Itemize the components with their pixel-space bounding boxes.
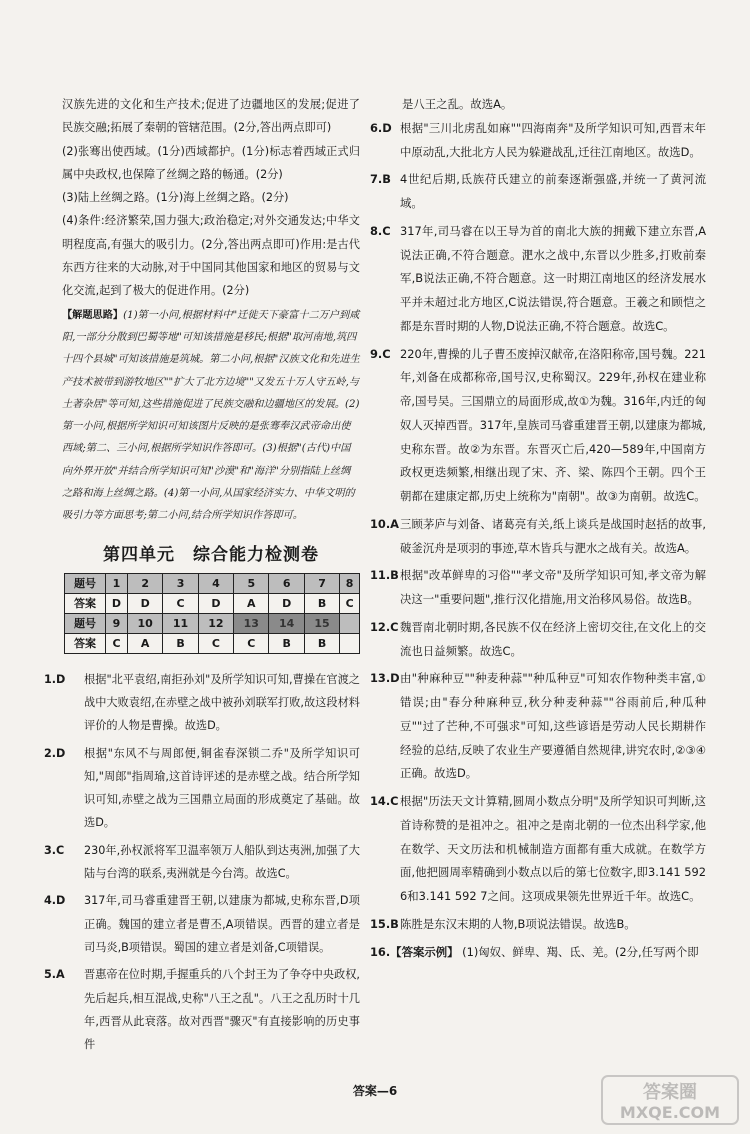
watermark-line1: 答案圈: [643, 1082, 697, 1103]
question-explanation: 由"种麻种豆""种麦种蒜""种瓜种豆"可知农作物种类丰富,①错误;由"春分种麻种豆,秋分种麦种蒜""谷雨前后,种瓜种豆""过了芒种,不可强求"可知,这些谚语是劳动人民长期耕作经验的总结,反映了农业生产要遵循自然规律,讲究农时,②③④正确。故选D。: [400, 671, 706, 781]
table-cell: 12: [198, 613, 233, 633]
question-answer-8: [370, 220, 706, 339]
question-explanation: 220年,曹操的儿子曹丕废掉汉献帝,在洛阳称帝,国号魏。221年,刘备在成都称帝,国号汉,史称蜀汉。229年,孙权在建业称帝,国号吴。三国鼎立的局面形成,故①为魏。316年,内迁的匈奴人灭掉西晋。317年,皇族司马睿重建晋王朝,以建康为都城,史称东晋。故②为东晋。东晋灭亡后,420—589年,中国南方政权更迭频繁,相继出现了宋、齐、梁、陈四个王朝。四个王朝都在建康定都,历史上统称为"南朝"。故③为南朝。故选C。: [400, 346, 706, 503]
question-answer-6: [370, 117, 706, 165]
table-cell: 7: [304, 573, 339, 593]
question-number: 9.C: [370, 346, 391, 361]
question-number: 6.D: [370, 120, 392, 135]
question-answer-16: [370, 941, 706, 965]
answer-table: [64, 573, 360, 654]
analysis-text: (1)第一小问,根据材料中"迁徙天下豪富十二万户到咸阳,一部分分散到巴蜀等地"可知该措施是移民;根据"取河南地,筑四十四个县城"可知该措施是筑城。第二小问,根据"汉族文化和先进生产技术被带到游牧地区""扩大了北方边境""又发五十万人守五岭,与土著杂居"等可知,这些措施促进了民族交融和边疆地区的发展。(2)第一小问,根据所学知识可知该图片反映的是张骞奉汉武帝命出使西域;第二、三小问,根据所学知识作答即可。(3)根据"(古代)中国向外界开放"并结合所学知识可知"沙漠"和"海洋"分别指陆上丝绸之路和海上丝绸之路。(4)第一小问,从国家经济实力、中华文明的吸引力等方面思考;第二小问,结合所学知识作答即可。: [62, 309, 360, 522]
question-explanation: 317年,司马睿重建晋王朝,以建康为都城,史称东晋,D项正确。魏国的建立者是曹丕,A项错误。西晋的建立者是司马炎,B项错误。蜀国的建立者是刘备,C项错误。: [84, 894, 360, 954]
answer-example-text: (1)匈奴、鲜卑、羯、氐、羌。(2分,任写两个即: [462, 944, 699, 959]
question-explanation: 根据"北平袁绍,南拒孙刘"及所学知识可知,曹操在官渡之战中大败袁绍,在赤壁之战中被孙刘联军打败,故这段材料评价的人物是曹操。故选D。: [84, 672, 360, 733]
question-answer-9: [370, 343, 706, 509]
table-cell: B: [304, 593, 339, 613]
answer-continuation-3: (3)陆上丝绸之路。(1分)海上丝绸之路。(2分): [62, 191, 289, 205]
left-column: [44, 93, 360, 1060]
table-row: [65, 633, 360, 653]
question-number: 11.B: [370, 568, 399, 583]
table-cell: C: [234, 633, 269, 653]
table-cell: 4: [198, 573, 233, 593]
table-cell: A: [127, 633, 162, 653]
question-explanation: 230年,孙权派将军卫温率领万人船队到达夷洲,加强了大陆与台湾的联系,夷洲就是今台湾。故选C。: [84, 843, 360, 881]
answer-continuation-2: (2)张骞出使西域。(1分)西域都护。(1分)标志着西域正式归属中央政权,也保障了丝绸之路的畅通。(2分): [62, 144, 360, 181]
table-cell: [340, 613, 360, 633]
site-watermark-logo: [600, 1074, 740, 1126]
table-cell: A: [234, 593, 269, 613]
solution-analysis: [62, 305, 360, 528]
table-cell: 9: [106, 613, 128, 633]
question-answer-10: [370, 513, 706, 561]
table-cell: 13: [234, 613, 269, 633]
table-cell-label: 答案: [65, 633, 106, 653]
table-cell: D: [106, 593, 128, 613]
table-row: [65, 593, 360, 613]
table-row: [65, 573, 360, 593]
table-cell: 6: [269, 573, 304, 593]
question-answer-11: [370, 564, 706, 612]
question-explanation: 317年,司马睿在以王导为首的南北大族的拥戴下建立东晋,A说法正确,不符合题意。淝水之战中,东晋以少胜多,打败前秦军,B说法正确,不符合题意。这一时期江南地区的经济发展水平并未超过北方地区,C说法错误,符合题意。王羲之和顾恺之都是东晋时期的人物,D说法正确,不符合题意。故选C。: [400, 223, 706, 333]
analysis-tag: 【解题思路】: [62, 309, 124, 321]
table-cell: B: [304, 633, 339, 653]
question-explanation: 晋惠帝在位时期,手握重兵的八个封王为了争夺中央政权,先后起兵,相互混战,史称"八王之乱"。八王之乱历时十几年,西晋从此衰落。故对西晋"骤灭"有直接影响的历史事件: [84, 968, 360, 1052]
question-answer-15: [370, 913, 706, 937]
table-cell: B: [269, 633, 304, 653]
question-answer-1: [44, 668, 360, 738]
question-number: 8.C: [370, 223, 391, 238]
question-explanation: 根据"东风不与周郎便,铜雀春深锁二乔"及所学知识可知,"周郎"指周瑜,这首诗评述的是赤壁之战。结合所学知识可知,赤壁之战为三国鼎立局面的形成奠定了基础。故选D。: [84, 746, 360, 830]
table-cell: 5: [234, 573, 269, 593]
question-number: 10.A: [370, 516, 399, 531]
table-cell: 15: [304, 613, 339, 633]
table-cell: 1: [106, 573, 128, 593]
question-explanation: 陈胜是东汉末期的人物,B项说法错误。故选B。: [400, 916, 636, 931]
question-answer-14: [370, 790, 706, 909]
question-number: 2.D: [44, 746, 66, 760]
question-number: 5.A: [44, 968, 65, 982]
unit-title: 第四单元 综合能力检测卷: [103, 544, 319, 565]
question-answer-5: [44, 963, 360, 1056]
question-answer-2: [44, 742, 360, 835]
question-answer-12: [370, 616, 706, 664]
table-cell: D: [127, 593, 162, 613]
answer-example-tag: 16.【答案示例】: [370, 944, 459, 959]
question-number: 15.B: [370, 916, 399, 931]
table-cell: [340, 633, 360, 653]
question-answer-4: [44, 889, 360, 959]
watermark-line2: MXQE.COM: [619, 1103, 721, 1122]
answer-continuation-1: 汉族先进的文化和生产技术;促进了边疆地区的发展;促进了民族交融;拓展了秦朝的管辖范围。(2分,答出两点即可): [62, 98, 360, 135]
question-number: 14.C: [370, 794, 399, 808]
table-cell: C: [163, 593, 198, 613]
question-number: 7.B: [370, 172, 391, 187]
question-answer-3: [44, 839, 360, 886]
question-explanation: 根据"改革鲜卑的习俗""孝文帝"及所学知识可知,孝文帝为解决这一"重要问题",推行汉化措施,用文治移风易俗。故选B。: [400, 568, 706, 606]
question-number: 12.C: [370, 619, 399, 634]
table-cell: 2: [127, 573, 162, 593]
question-explanation: 魏晋南北朝时期,各民族不仅在经济上密切交往,在文化上的交流也日益频繁。故选C。: [400, 619, 706, 658]
table-cell: D: [269, 593, 304, 613]
question-number: 3.C: [44, 843, 65, 857]
question-answer-13: [370, 667, 706, 786]
question-answer-7: [370, 168, 706, 216]
table-cell: 10: [127, 613, 162, 633]
question-explanation: 根据"三川北虏乱如麻""四海南奔"及所学知识可知,西晋末年中原动乱,大批北方人民为躲避战乱,迁往江南地区。故选D。: [400, 120, 706, 159]
table-cell: C: [198, 633, 233, 653]
table-cell-label: 答案: [65, 593, 106, 613]
table-cell: 14: [269, 613, 304, 633]
table-cell: D: [198, 593, 233, 613]
table-cell-label: 题号: [65, 573, 106, 593]
answer-continuation-4: (4)条件:经济繁荣,国力强大;政治稳定;对外交通发达;中华文明程度高,有强大的吸引力。(2分,答出两点即可)作用:是古代东西方往来的大动脉,对于中国同其他国家和地区的贸易与文化交流,起到了极大的促进作用。(2分): [62, 214, 360, 298]
question-number: 4.D: [44, 894, 66, 908]
question-explanation: 三顾茅庐与刘备、诸葛亮有关,纸上谈兵是战国时赵括的故事,破釜沉舟是项羽的事迹,草木皆兵与淝水之战有关。故选A。: [400, 516, 706, 555]
question-number: 13.D: [370, 671, 400, 686]
table-cell: 8: [340, 573, 360, 593]
question-explanation: 根据"历法天文计算精,圆周小数点分明"及所学知识可判断,这首诗称赞的是祖冲之。祖冲之是南北朝的一位杰出科学家,他在数学、天文历法和机械制造方面都有重大成就。在数学方面,他把圆周率精确到小数点以后的第七位数字,即3.141 592 6和3.141 592 7之间。这项成果领先世界近千年。故选C。: [400, 794, 706, 903]
page-footer: 答案—6: [352, 1084, 398, 1098]
answer-continuation: 是八王之乱。故选A。: [402, 97, 513, 111]
table-cell: C: [340, 593, 360, 613]
table-cell: 3: [163, 573, 198, 593]
table-cell: B: [163, 633, 198, 653]
table-cell-label: 题号: [65, 613, 106, 633]
table-cell: 11: [163, 613, 198, 633]
question-number: 1.D: [44, 672, 66, 686]
question-explanation: 4世纪后期,氐族苻氏建立的前秦逐渐强盛,并统一了黄河流域。: [400, 172, 706, 210]
table-row: [65, 613, 360, 633]
right-column: [372, 93, 706, 964]
table-cell: C: [106, 633, 128, 653]
